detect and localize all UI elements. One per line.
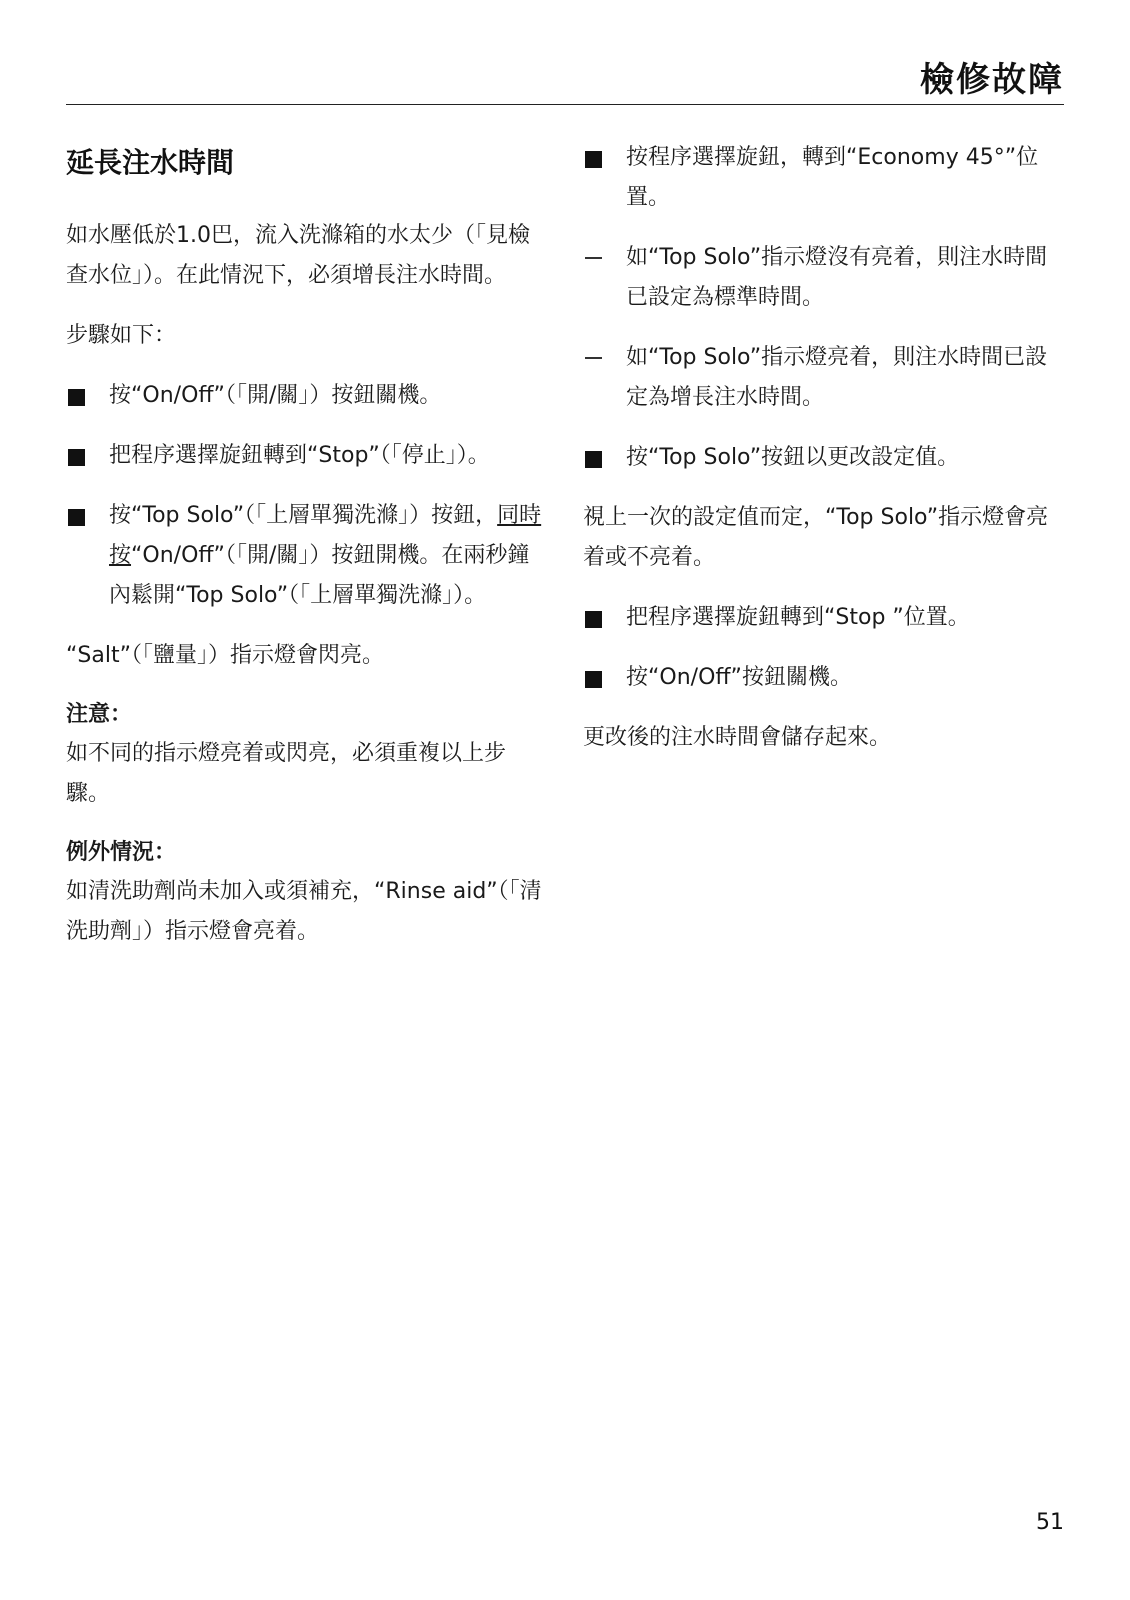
left-step-1 xyxy=(66,376,546,416)
right-step-3 xyxy=(583,598,1064,638)
dash-bullet-icon xyxy=(585,357,602,359)
square-bullet-icon xyxy=(68,449,85,466)
right-step-1 xyxy=(583,138,1064,218)
depends-paragraph: 視上一次的設定值而定，“Top Solo”指示燈會亮着或不亮着。 xyxy=(583,505,1049,570)
right-step-2 xyxy=(583,438,1064,478)
right-dash-2 xyxy=(583,338,1064,418)
saved-paragraph: 更改後的注水時間會儲存起來。 xyxy=(583,725,892,750)
exception-title: 例外情況： xyxy=(66,840,177,865)
square-bullet-icon xyxy=(585,671,602,688)
page-header xyxy=(66,40,1064,105)
square-bullet-icon xyxy=(585,151,602,168)
note-text: 如不同的指示燈亮着或閃亮，必須重複以上步驟。 xyxy=(66,741,507,806)
square-bullet-icon xyxy=(68,389,85,406)
right-column xyxy=(583,138,1064,778)
right-step-3-text: 把程序選擇旋鈕轉到“Stop ”位置。 xyxy=(626,605,970,630)
step3-part-a: 按“Top Solo”（「上層單獨洗滌」）按鈕， xyxy=(109,503,498,528)
left-step-3 xyxy=(66,496,546,616)
square-bullet-icon xyxy=(585,451,602,468)
left-step-3-text xyxy=(109,496,546,616)
left-column xyxy=(66,138,546,972)
right-step-1-text: 按程序選擇旋鈕，轉到“Economy 45°”位置。 xyxy=(626,145,1039,210)
intro-paragraph: 如水壓低於1.0巴，流入洗滌箱的水太少（「見檢查水位」）。在此情況下，必須增長注水時間。 xyxy=(66,223,530,288)
left-step-1-text: 按“On/Off”（「開/關」）按鈕關機。 xyxy=(109,383,442,408)
left-step-2 xyxy=(66,436,546,476)
square-bullet-icon xyxy=(585,611,602,628)
note-title: 注意： xyxy=(66,702,133,727)
right-step-4 xyxy=(583,658,1064,698)
exception-text: 如清洗助劑尚未加入或須補充，“Rinse aid”（「清洗助劑」）指示燈會亮着。 xyxy=(66,879,542,944)
salt-line: “Salt”（「鹽量」）指示燈會閃亮。 xyxy=(66,643,384,668)
right-dash-1-text: 如“Top Solo”指示燈沒有亮着，則注水時間已設定為標準時間。 xyxy=(626,245,1048,310)
header-title: 檢修故障 xyxy=(920,60,1064,100)
right-dash-1 xyxy=(583,238,1064,318)
right-step-4-text: 按“On/Off”按鈕關機。 xyxy=(626,665,852,690)
left-step-2-text: 把程序選擇旋鈕轉到“Stop”（「停止」）。 xyxy=(109,443,490,468)
page-number: 51 xyxy=(1036,1510,1064,1535)
section-title: 延長注水時間 xyxy=(66,146,235,179)
step3-underline: 同時按 xyxy=(109,503,542,568)
step3-part-b: “On/Off”（「開/關」）按鈕開機。在兩秒鐘內鬆開“Top Solo”（「上層單獨洗滌」）。 xyxy=(109,543,530,608)
square-bullet-icon xyxy=(68,509,85,526)
right-dash-2-text: 如“Top Solo”指示燈亮着，則注水時間已設定為增長注水時間。 xyxy=(626,345,1048,410)
dash-bullet-icon xyxy=(585,257,602,259)
steps-label: 步驟如下： xyxy=(66,323,177,348)
right-step-2-text: 按“Top Solo”按鈕以更改設定值。 xyxy=(626,445,960,470)
